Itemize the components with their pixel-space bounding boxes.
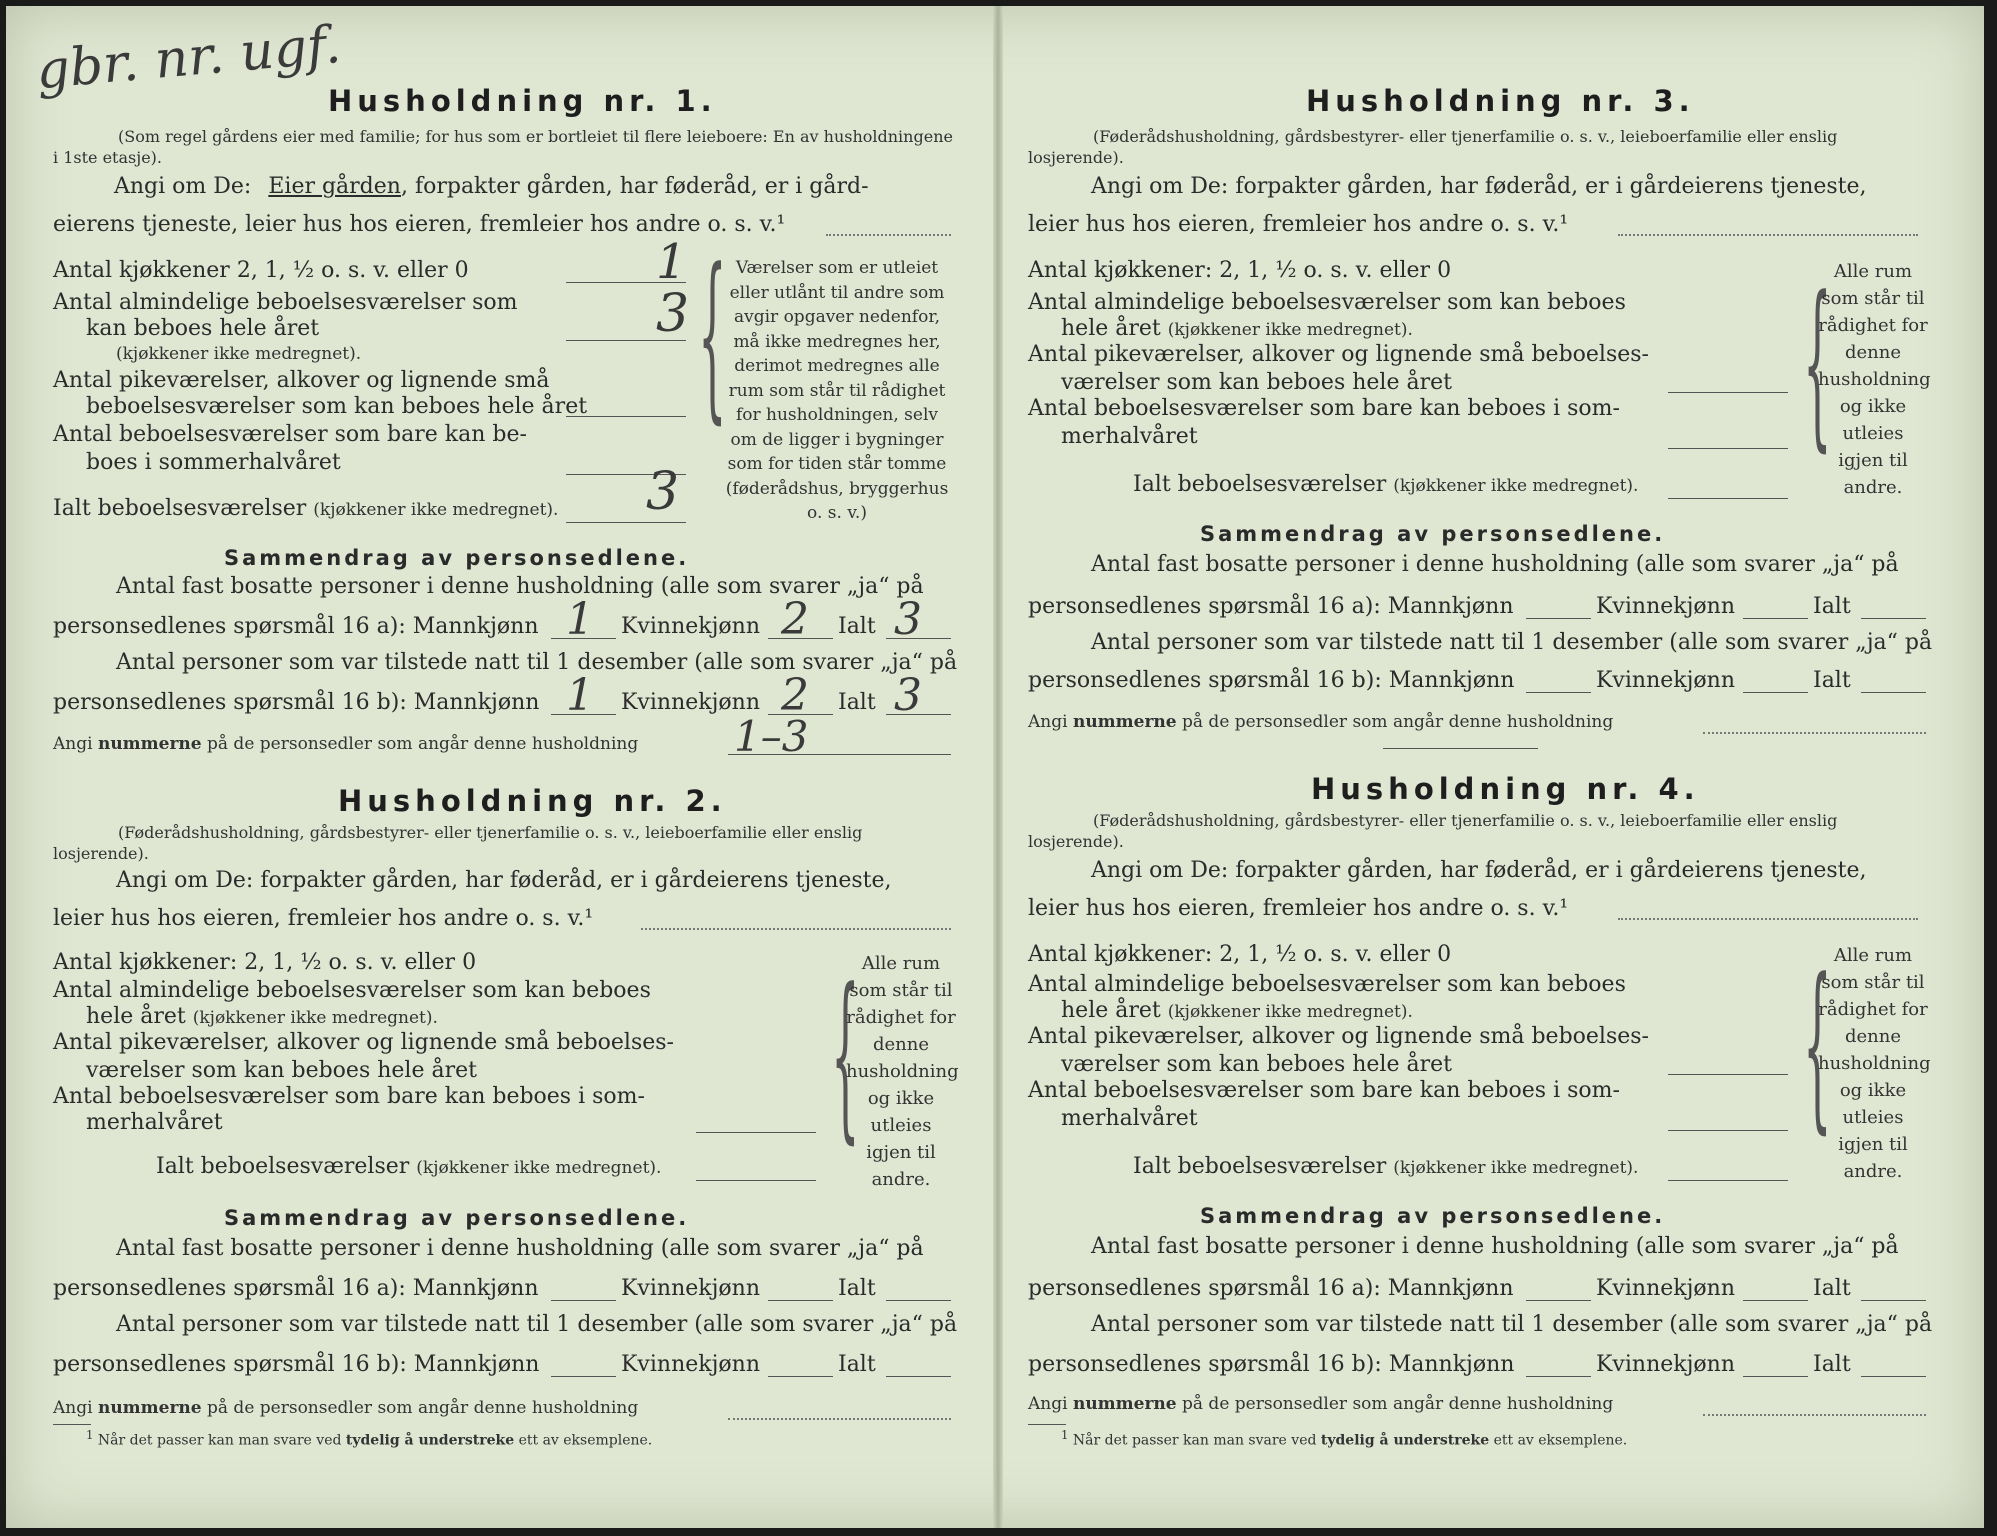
h4-present-female-label: Kvinnekjønn [1596,1352,1735,1377]
right-page [1003,6,1981,1528]
h3-fast-total-field[interactable] [1861,618,1926,619]
h1-rooms-note: (kjøkkener ikke medregnet). [116,344,362,364]
h4-present-total-field[interactable] [1861,1376,1926,1377]
h3-rooms-label2: hele året (kjøkkener ikke medregnet). [1061,316,1413,341]
h1-total-value: 3 [646,462,680,522]
h1-fast-male-value: 1 [566,594,594,645]
h4-fast-male-field[interactable] [1526,1300,1591,1301]
h2-summer-field[interactable] [696,1132,816,1133]
h4-fast-line2: personsedlenes spørsmål 16 a): Mannkjønn [1028,1276,1514,1301]
h3-summary-title: Sammendrag av personsedlene. [1200,522,1666,546]
h1-angi-fill[interactable] [826,234,951,236]
h1-total-field[interactable] [566,522,686,523]
h2-present-male-field[interactable] [551,1376,616,1377]
h4-numbers-field[interactable] [1703,1414,1926,1416]
household-4-subtitle: (Føderådshusholdning, gårdsbestyrer- eller tjenerfamilie o. s. v., leieboerfamilie eller enslig losjerende). [1028,811,1838,851]
h2-rooms-label1: Antal almindelige beboelsesværelser som kan beboes [53,978,651,1003]
h2-fast-line1: Antal fast bosatte personer i denne husholdning (alle som svarer „ja“ på [116,1236,924,1261]
h1-angi-line2: eierens tjeneste, leier hus hos eieren, fremleier hos andre o. s. v.¹ [53,212,786,237]
h1-present-female-label: Kvinnekjønn [621,690,760,715]
h4-summer-field[interactable] [1668,1130,1788,1131]
h1-numbers-label: Angi nummerne på de personsedler som angår denne husholdning [53,734,639,754]
household-2-title: Husholdning nr. 2. [338,784,727,818]
h1-present-male-value: 1 [566,670,594,721]
household-2-subtitle: (Føderådshusholdning, gårdsbestyrer- eller tjenerfamilie o. s. v., leieboerfamilie eller enslig losjerende). [53,823,863,863]
h3-present-line1: Antal personer som var tilstede natt til 1 desember (alle som svarer „ja“ på [1091,630,1933,655]
h2-pike-label2: værelser som kan beboes hele året [86,1058,477,1083]
h4-rooms-label2: hele året (kjøkkener ikke medregnet). [1061,998,1413,1023]
h1-kitchens-value: 1 [656,234,687,290]
h4-angi-line2: leier hus hos eieren, fremleier hos andre o. s. v.¹ [1028,896,1569,921]
h4-side-note: Alle rum som står til rådighet for denne husholdning og ikke utleies igjen til andre. [1818,945,1931,1182]
h3-angi-line1: Angi om De: forpakter gården, har føderåd, er i gårdeierens tjeneste, [1091,174,1867,199]
h4-pike-field[interactable] [1668,1074,1788,1075]
h3-rooms-label1: Antal almindelige beboelsesværelser som kan beboes [1028,290,1626,315]
h4-summary-title: Sammendrag av personsedlene. [1200,1204,1666,1228]
h2-angi-fill[interactable] [641,928,951,930]
h2-numbers-field[interactable] [728,1418,951,1420]
h4-angi-fill[interactable] [1618,918,1918,920]
footnote-right: $^1$ Når det passer kan man svare ved tydelig å understreke ett av eksemplene. [1061,1428,1628,1449]
h3-present-line2: personsedlenes spørsmål 16 b): Mannkjønn [1028,668,1515,693]
h1-present-total-label: Ialt [838,690,876,715]
h4-numbers-label: Angi nummerne på de personsedler som angår denne husholdning [1028,1394,1614,1414]
h4-present-total-label: Ialt [1813,1352,1851,1377]
h2-numbers-label: Angi nummerne på de personsedler som angår denne husholdning [53,1398,639,1418]
h4-pike-label1: Antal pikeværelser, alkover og lignende små beboelses- [1028,1024,1649,1049]
h3-fast-total-label: Ialt [1813,594,1851,619]
h3-pike-label1: Antal pikeværelser, alkover og lignende små beboelses- [1028,342,1649,367]
h4-total-label: Ialt beboelsesværelser (kjøkkener ikke medregnet). [1133,1154,1639,1179]
h1-rooms-value: 3 [656,284,690,344]
h1-present-line2: personsedlenes spørsmål 16 b): Mannkjønn [53,690,540,715]
h4-fast-line1: Antal fast bosatte personer i denne husholdning (alle som svarer „ja“ på [1091,1234,1899,1259]
h3-present-female-field[interactable] [1743,692,1808,693]
h2-summer-label1: Antal beboelsesværelser som bare kan beboes i som- [53,1084,645,1109]
h1-total-label: Ialt beboelsesværelser (kjøkkener ikke medregnet). [53,496,559,521]
h3-present-male-field[interactable] [1526,692,1591,693]
h1-present-total-value: 3 [894,670,922,721]
h3-fast-female-field[interactable] [1743,618,1808,619]
h1-summer-label1: Antal beboelsesværelser som bare kan be- [53,422,527,447]
h1-rooms-label1: Antal almindelige beboelsesværelser som [53,290,518,315]
h4-angi-line1: Angi om De: forpakter gården, har føderåd, er i gårdeierens tjeneste, [1091,858,1867,883]
h1-owner-underlined: Eier gården [268,174,401,199]
h2-fast-female-label: Kvinnekjønn [621,1276,760,1301]
h3-numbers-label: Angi nummerne på de personsedler som angår denne husholdning [1028,712,1614,732]
h1-summary-title: Sammendrag av personsedlene. [224,546,690,570]
h2-present-total-field[interactable] [886,1376,951,1377]
h4-pike-label2: værelser som kan beboes hele året [1061,1052,1452,1077]
h4-brace: { [1803,941,1832,1150]
h1-pike-label1: Antal pikeværelser, alkover og lignende små [53,368,550,393]
h1-pike-label2: beboelsesværelser som kan beboes hele året [86,394,588,419]
h2-present-total-label: Ialt [838,1352,876,1377]
h3-present-total-label: Ialt [1813,668,1851,693]
h4-fast-total-label: Ialt [1813,1276,1851,1301]
h2-fast-male-field[interactable] [551,1300,616,1301]
h4-present-female-field[interactable] [1743,1376,1808,1377]
h4-summer-label1: Antal beboelsesværelser som bare kan beboes i som- [1028,1078,1620,1103]
h2-pike-label1: Antal pikeværelser, alkover og lignende små beboelses- [53,1030,674,1055]
h4-kitchens-label: Antal kjøkkener: 2, 1, ½ o. s. v. eller 0 [1028,942,1452,967]
h1-pike-field[interactable] [566,416,686,417]
h3-kitchens-label: Antal kjøkkener: 2, 1, ½ o. s. v. eller 0 [1028,258,1452,283]
h3-present-female-label: Kvinnekjønn [1596,668,1735,693]
h2-rooms-label2: hele året (kjøkkener ikke medregnet). [86,1004,438,1029]
h3-summer-label1: Antal beboelsesværelser som bare kan beboes i som- [1028,396,1620,421]
h3-total-label: Ialt beboelsesværelser (kjøkkener ikke medregnet). [1133,472,1639,497]
section-divider [1383,748,1538,749]
h3-fast-male-field[interactable] [1526,618,1591,619]
h4-rooms-label1: Antal almindelige beboelsesværelser som kan beboes [1028,972,1626,997]
h4-total-field[interactable] [1668,1180,1788,1181]
h3-angi-fill[interactable] [1618,234,1918,236]
h4-present-line2: personsedlenes spørsmål 16 b): Mannkjønn [1028,1352,1515,1377]
h1-present-female-value: 2 [781,670,809,721]
household-3-title: Husholdning nr. 3. [1306,84,1695,118]
h2-present-line1: Antal personer som var tilstede natt til 1 desember (alle som svarer „ja“ på [116,1312,958,1337]
left-page [6,6,996,1528]
h3-pike-label2: værelser som kan beboes hele året [1061,370,1452,395]
h1-fast-female-label: Kvinnekjønn [621,614,760,639]
handwritten-top-note: gbr. nr. ugf. [33,14,344,102]
household-4-title: Husholdning nr. 4. [1311,772,1700,806]
h2-present-line2: personsedlenes spørsmål 16 b): Mannkjønn [53,1352,540,1377]
h2-present-female-field[interactable] [768,1376,833,1377]
h1-summer-label2: boes i sommerhalvåret [86,450,341,475]
h4-present-male-field[interactable] [1526,1376,1591,1377]
h1-fast-total-value: 3 [894,594,922,645]
h2-fast-line2: personsedlenes spørsmål 16 a): Mannkjønn [53,1276,539,1301]
h2-kitchens-label: Antal kjøkkener: 2, 1, ½ o. s. v. eller 0 [53,950,477,975]
h4-fast-female-field[interactable] [1743,1300,1808,1301]
h1-fast-line2: personsedlenes spørsmål 16 a): Mannkjønn [53,614,539,639]
h2-summary-title: Sammendrag av personsedlene. [224,1206,690,1230]
h2-angi-line2: leier hus hos eieren, fremleier hos andre o. s. v.¹ [53,906,594,931]
h3-summer-label2: merhalvåret [1061,424,1198,449]
h3-brace: { [1803,259,1832,468]
h3-fast-line2: personsedlenes spørsmål 16 a): Mannkjønn [1028,594,1514,619]
household-1-subtitle: (Som regel gårdens eier med familie; for hus som er bortleiet til flere leieboere: En av husholdningene i 1ste etasje). [53,127,953,167]
footnote-left: $^1$ Når det passer kan man svare ved tydelig å understreke ett av eksemplene. [86,1428,653,1449]
h1-brace: { [698,231,727,440]
h4-fast-total-field[interactable] [1861,1300,1926,1301]
h1-side-note: Værelser som er utleiet eller utlånt til andre som avgir opgaver nedenfor, må ikke medregnes her, derimot medregnes alle rum som står til rådighet for husholdningen, selv om de ligger i bygninger som for tiden står tomme (føderådshus, bryggerhus o. s. v.) [725,258,949,523]
household-3-subtitle: (Føderådshusholdning, gårdsbestyrer- eller tjenerfamilie o. s. v., leieboerfamilie eller enslig losjerende). [1028,127,1838,167]
h2-angi-line1: Angi om De: forpakter gården, har føderåd, er i gårdeierens tjeneste, [116,868,892,893]
h2-summer-label2: merhalvåret [86,1110,223,1135]
h1-fast-female-value: 2 [781,594,809,645]
h3-present-total-field[interactable] [1861,692,1926,693]
h3-fast-female-label: Kvinnekjønn [1596,594,1735,619]
h4-summer-label2: merhalvåret [1061,1106,1198,1131]
h2-total-label: Ialt beboelsesværelser (kjøkkener ikke medregnet). [156,1154,662,1179]
h2-fast-total-field[interactable] [886,1300,951,1301]
h1-fast-line1: Antal fast bosatte personer i denne husholdning (alle som svarer „ja“ på [116,574,924,599]
h1-rooms-label2: kan beboes hele året [86,316,320,341]
h3-angi-line2: leier hus hos eieren, fremleier hos andre o. s. v.¹ [1028,212,1569,237]
footnote-rule-left [53,1424,91,1425]
h1-present-line1: Antal personer som var tilstede natt til 1 desember (alle som svarer „ja“ på [116,650,958,675]
footnote-rule-right [1028,1424,1066,1425]
h3-side-note: Alle rum som står til rådighet for denne husholdning og ikke utleies igjen til andre. [1818,261,1931,498]
h2-side-note: Alle rum som står til rådighet for denne husholdning og ikke utleies igjen til andre. [846,953,959,1190]
h2-fast-female-field[interactable] [768,1300,833,1301]
h2-present-female-label: Kvinnekjønn [621,1352,760,1377]
h2-total-field[interactable] [696,1180,816,1181]
h1-numbers-value: 1–3 [734,712,809,761]
h2-brace: { [831,951,860,1160]
household-1-title: Husholdning nr. 1. [328,84,717,118]
h1-angi-label: Angi om De: Eier gården, forpakter gården, har føderåd, er i gård- [114,174,869,199]
h2-fast-total-label: Ialt [838,1276,876,1301]
h1-fast-total-label: Ialt [838,614,876,639]
h1-kitchens-label: Antal kjøkkener 2, 1, ½ o. s. v. eller 0 [53,258,469,283]
h3-fast-line1: Antal fast bosatte personer i denne husholdning (alle som svarer „ja“ på [1091,552,1899,577]
h3-numbers-field[interactable] [1703,732,1926,734]
h3-pike-field[interactable] [1668,392,1788,393]
h4-present-line1: Antal personer som var tilstede natt til 1 desember (alle som svarer „ja“ på [1091,1312,1933,1337]
h4-fast-female-label: Kvinnekjønn [1596,1276,1735,1301]
h3-total-field[interactable] [1668,498,1788,499]
h3-summer-field[interactable] [1668,448,1788,449]
